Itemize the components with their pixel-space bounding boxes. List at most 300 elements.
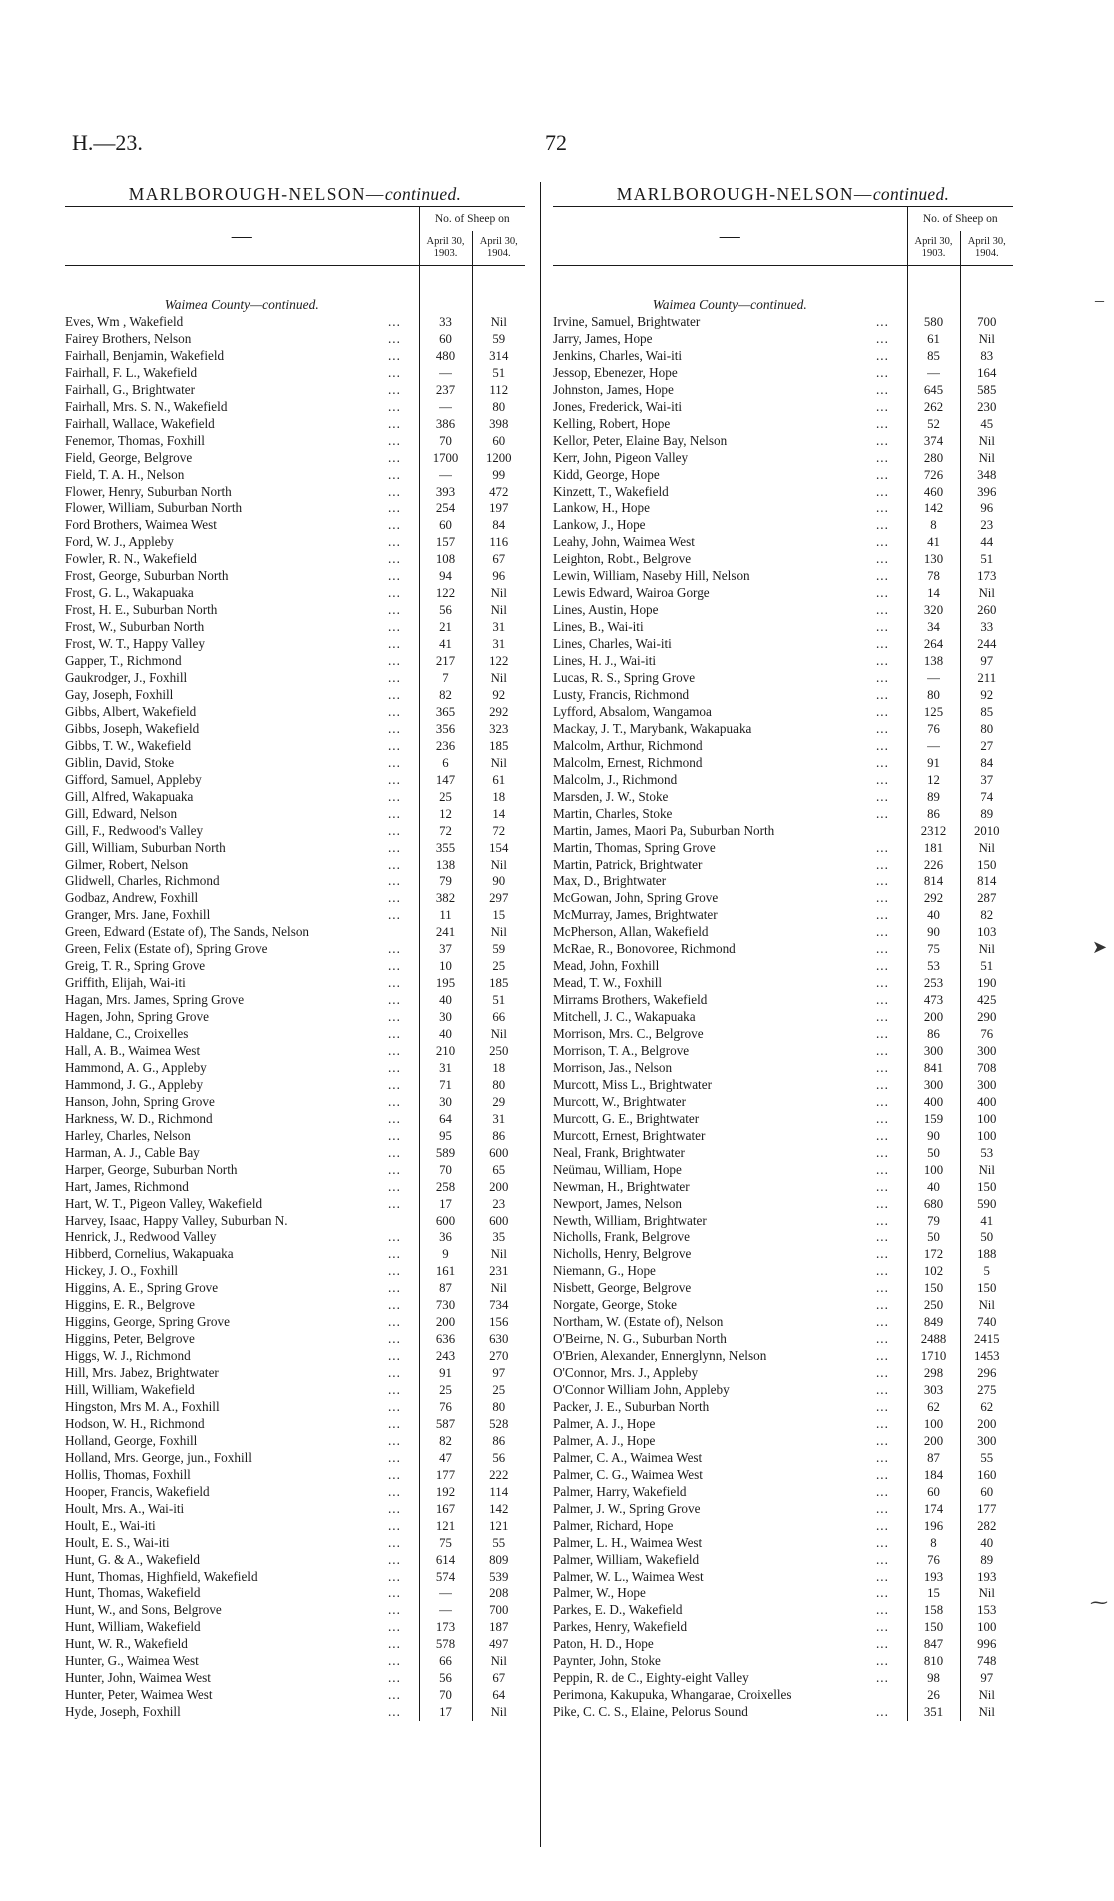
sheep-1903: 56 — [419, 602, 472, 619]
sheep-1904: 31 — [472, 619, 525, 636]
sheep-1904: 67 — [472, 551, 525, 568]
table-row — [553, 1246, 1013, 1263]
sheep-1903: 680 — [907, 1196, 960, 1213]
sheep-1904: 600 — [472, 1213, 525, 1230]
sheep-1904: 14 — [472, 806, 525, 823]
table-row — [553, 1111, 1013, 1128]
table-row — [65, 314, 525, 331]
owner-name: Harman, A. J., Cable Bay ... — [65, 1144, 401, 1160]
table-row — [553, 1365, 1013, 1382]
table-row — [553, 1162, 1013, 1179]
sheep-1904: 188 — [960, 1246, 1013, 1263]
owner-name: Hingston, Mrs M. A., Foxhill ... — [65, 1399, 401, 1414]
owner-name: Green, Felix (Estate of), Spring Grove ... — [65, 941, 401, 957]
sheep-1904: 100 — [960, 1619, 1013, 1636]
name-column-header: — — [553, 207, 907, 266]
owner-name: Perimona, Kakupuka, Whangarae, Croixelles — [553, 1687, 792, 1703]
sheep-1903: 300 — [907, 1077, 960, 1094]
table-row — [553, 789, 1013, 806]
owner-name: Newth, William, Brightwater ... — [553, 1212, 889, 1228]
sheep-1903: 150 — [907, 1619, 960, 1636]
owner-name: Gay, Joseph, Foxhill ... — [65, 686, 401, 702]
sheep-1903: 47 — [419, 1450, 472, 1467]
sheep-1904: 156 — [472, 1314, 525, 1331]
table-row — [65, 1704, 525, 1721]
sheep-1904: 250 — [472, 1043, 525, 1060]
sheep-1903: 76 — [907, 1552, 960, 1569]
table-row — [553, 500, 1013, 517]
sheep-1904: Nil — [960, 1585, 1013, 1602]
table-row — [65, 1636, 525, 1653]
table-row — [65, 1077, 525, 1094]
table-row — [553, 670, 1013, 687]
sheep-1904: 472 — [472, 484, 525, 501]
table-row — [65, 1331, 525, 1348]
owner-name: Lusty, Francis, Richmond ... — [553, 686, 889, 702]
owner-name: Nicholls, Henry, Belgrove ... — [553, 1246, 889, 1262]
owner-name: Hoult, E. S., Wai-iti ... — [65, 1534, 401, 1550]
sheep-1904: 61 — [472, 772, 525, 789]
table-row — [65, 416, 525, 433]
owner-name: Johnston, James, Hope ... — [553, 381, 889, 397]
table-row — [553, 1484, 1013, 1501]
table-row — [553, 1077, 1013, 1094]
owner-name: Gifford, Samuel, Appleby ... — [65, 771, 401, 787]
owner-name: Jones, Frederick, Wai-iti ... — [553, 398, 889, 414]
table-row — [65, 1484, 525, 1501]
section-heading: Waimea County—continued. — [164, 297, 319, 312]
table-row — [65, 1348, 525, 1365]
sheep-1903: 102 — [907, 1263, 960, 1280]
sheep-1904: 190 — [960, 975, 1013, 992]
sheep-1904: 244 — [960, 636, 1013, 653]
sheep-1904: 25 — [472, 958, 525, 975]
owner-name: Frost, H. E., Suburban North ... — [65, 602, 401, 618]
table-row — [553, 738, 1013, 755]
table-row — [65, 941, 525, 958]
owner-name: Niemann, G., Hope ... — [553, 1263, 889, 1279]
owner-name: Parkes, Henry, Wakefield ... — [553, 1619, 889, 1635]
sheep-1904: 67 — [472, 1670, 525, 1687]
owner-name: Lines, Charles, Wai-iti ... — [553, 636, 889, 652]
owner-name: Palmer, C. G., Waimea West ... — [553, 1466, 889, 1482]
sheep-1903: 94 — [419, 568, 472, 585]
owner-name: Kellor, Peter, Elaine Bay, Nelson ... — [553, 432, 889, 448]
table-row — [553, 1704, 1013, 1721]
table-row — [553, 1348, 1013, 1365]
sheep-1904: 425 — [960, 992, 1013, 1009]
sheep-1903: 70 — [419, 1687, 472, 1704]
sheep-1904: 200 — [472, 1179, 525, 1196]
table-row — [553, 1229, 1013, 1246]
sheep-1904: 185 — [472, 738, 525, 755]
sheep-1903: 53 — [907, 958, 960, 975]
sheep-1903: 40 — [419, 1026, 472, 1043]
sheep-1904: 539 — [472, 1569, 525, 1586]
sheep-1904: 31 — [472, 1111, 525, 1128]
table-row — [65, 789, 525, 806]
sheep-1904: 33 — [960, 619, 1013, 636]
sheep-1903: 87 — [419, 1280, 472, 1297]
table-row — [553, 484, 1013, 501]
table-row — [553, 924, 1013, 941]
sheep-1904: 150 — [960, 857, 1013, 874]
sheep-1904: 80 — [472, 399, 525, 416]
owner-name: Hunter, Peter, Waimea West ... — [65, 1687, 401, 1703]
table-row — [553, 1619, 1013, 1636]
sheep-1904: 51 — [472, 992, 525, 1009]
sheep-1903: 193 — [907, 1569, 960, 1586]
sheep-1903: 258 — [419, 1179, 472, 1196]
sheep-1904: 96 — [960, 500, 1013, 517]
sheep-1903: 17 — [419, 1196, 472, 1213]
sheep-1904: Nil — [960, 1687, 1013, 1704]
left-column — [65, 182, 525, 1721]
owner-name: Palmer, J. W., Spring Grove ... — [553, 1500, 889, 1516]
sheep-1904: Nil — [472, 1704, 525, 1721]
owner-name: Hunt, Thomas, Wakefield ... — [65, 1585, 401, 1601]
sheep-1903: 26 — [907, 1687, 960, 1704]
sheep-table — [553, 206, 1013, 1721]
sheep-1904: 44 — [960, 534, 1013, 551]
owner-name: Leighton, Robt., Belgrove ... — [553, 551, 889, 567]
owner-name: Harvey, Isaac, Happy Valley, Suburban N. — [65, 1212, 288, 1228]
table-row — [65, 382, 525, 399]
owner-name: Hunt, G. & A., Wakefield ... — [65, 1551, 401, 1567]
sheep-1904: 400 — [960, 1094, 1013, 1111]
table-row — [65, 1094, 525, 1111]
table-row — [553, 1196, 1013, 1213]
name-column-header: — — [65, 207, 419, 266]
owner-name: McMurray, James, Brightwater ... — [553, 907, 889, 923]
sheep-1903: — — [907, 670, 960, 687]
sheep-1904: Nil — [472, 314, 525, 331]
sheep-1904: 64 — [472, 1687, 525, 1704]
sheep-1903: 2488 — [907, 1331, 960, 1348]
table-row — [65, 1602, 525, 1619]
sheep-count-header: No. of Sheep on — [419, 207, 525, 232]
sheep-1903: 172 — [907, 1246, 960, 1263]
owner-name: Max, D., Brightwater ... — [553, 873, 889, 889]
owner-name: Palmer, A. J., Hope ... — [553, 1415, 889, 1431]
owner-name: Morrison, T. A., Belgrove ... — [553, 1042, 889, 1058]
owner-name: O'Connor William John, Appleby ... — [553, 1382, 889, 1398]
owner-name: Peppin, R. de C., Eighty-eight Valley ... — [553, 1670, 889, 1686]
table-row — [65, 484, 525, 501]
table-row — [65, 365, 525, 382]
owner-name: O'Beirne, N. G., Suburban North ... — [553, 1331, 889, 1347]
sheep-1903: 174 — [907, 1501, 960, 1518]
sheep-1903: 70 — [419, 1162, 472, 1179]
sheep-1903: 34 — [907, 619, 960, 636]
owner-name: Malcolm, J., Richmond ... — [553, 771, 889, 787]
owner-name: Lyfford, Absalom, Wangamoa ... — [553, 703, 889, 719]
table-row — [65, 992, 525, 1009]
owner-name: Jessop, Ebenezer, Hope ... — [553, 364, 889, 380]
owner-name: Newport, James, Nelson ... — [553, 1195, 889, 1211]
sheep-1904: 396 — [960, 484, 1013, 501]
table-row — [65, 1229, 525, 1246]
table-row — [553, 1552, 1013, 1569]
table-row — [65, 1399, 525, 1416]
table-row — [65, 890, 525, 907]
sheep-1904: 60 — [472, 433, 525, 450]
owner-name: Gill, F., Redwood's Valley ... — [65, 822, 401, 838]
sheep-1904: Nil — [960, 331, 1013, 348]
sheep-1904: Nil — [960, 433, 1013, 450]
sheep-1904: Nil — [960, 1704, 1013, 1721]
sheep-1904: 97 — [472, 1365, 525, 1382]
table-row — [553, 1653, 1013, 1670]
sheep-1903: 36 — [419, 1229, 472, 1246]
table-row — [553, 772, 1013, 789]
owner-name: Northam, W. (Estate of), Nelson ... — [553, 1314, 889, 1330]
sheep-1903: 159 — [907, 1111, 960, 1128]
sheep-1904: 92 — [472, 687, 525, 704]
owner-name: Palmer, William, Wakefield ... — [553, 1551, 889, 1567]
sheep-1904: 300 — [960, 1433, 1013, 1450]
owner-name: Neümau, William, Hope ... — [553, 1161, 889, 1177]
owner-name: Granger, Mrs. Jane, Foxhill ... — [65, 907, 401, 923]
sheep-1904: Nil — [472, 1280, 525, 1297]
sheep-1904: 72 — [472, 823, 525, 840]
sheep-1904: 270 — [472, 1348, 525, 1365]
sheep-1903: 200 — [419, 1314, 472, 1331]
owner-name: Murcott, Miss L., Brightwater ... — [553, 1076, 889, 1092]
table-row — [65, 1213, 525, 1230]
table-row — [65, 450, 525, 467]
owner-name: Lines, H. J., Wai-iti ... — [553, 653, 889, 669]
owner-name: Harper, George, Suburban North ... — [65, 1161, 401, 1177]
table-row — [553, 1128, 1013, 1145]
table-row — [553, 450, 1013, 467]
table-row — [65, 1009, 525, 1026]
sheep-1904: Nil — [472, 1653, 525, 1670]
sheep-1903: 12 — [907, 772, 960, 789]
table-row — [553, 1602, 1013, 1619]
sheep-1904: 292 — [472, 704, 525, 721]
table-row — [65, 568, 525, 585]
table-row — [553, 1145, 1013, 1162]
sheep-1904: 290 — [960, 1009, 1013, 1026]
sheep-1904: 76 — [960, 1026, 1013, 1043]
owner-name: Hoult, Mrs. A., Wai-iti ... — [65, 1500, 401, 1516]
sheep-1903: 108 — [419, 551, 472, 568]
sheep-1903: 460 — [907, 484, 960, 501]
sheep-1903: 636 — [419, 1331, 472, 1348]
sheep-1904: 200 — [960, 1416, 1013, 1433]
table-row — [65, 1552, 525, 1569]
sheep-1903: 80 — [907, 687, 960, 704]
table-row — [65, 1026, 525, 1043]
sheep-1904: 89 — [960, 1552, 1013, 1569]
owner-name: Frost, George, Suburban North ... — [65, 568, 401, 584]
owner-name: Nicholls, Frank, Belgrove ... — [553, 1229, 889, 1245]
table-row — [553, 1043, 1013, 1060]
sheep-1904: Nil — [960, 941, 1013, 958]
sheep-1903: 587 — [419, 1416, 472, 1433]
sheep-1903: 30 — [419, 1094, 472, 1111]
sheep-1904: 83 — [960, 348, 1013, 365]
table-row — [65, 433, 525, 450]
sheep-1904: 187 — [472, 1619, 525, 1636]
table-row — [553, 382, 1013, 399]
table-row — [553, 1433, 1013, 1450]
sheep-1903: 86 — [907, 1026, 960, 1043]
sheep-1903: 292 — [907, 890, 960, 907]
sheep-1903: 355 — [419, 840, 472, 857]
sheep-1904: 51 — [960, 551, 1013, 568]
sheep-1904: 27 — [960, 738, 1013, 755]
sheep-1903: 589 — [419, 1145, 472, 1162]
sheep-1903: 226 — [907, 857, 960, 874]
table-row — [65, 1433, 525, 1450]
owner-name: O'Connor, Mrs. J., Appleby ... — [553, 1365, 889, 1381]
sheep-1904: 282 — [960, 1518, 1013, 1535]
sheep-1903: 12 — [419, 806, 472, 823]
table-row — [553, 873, 1013, 890]
table-row — [65, 1196, 525, 1213]
sheep-1903: 351 — [907, 1704, 960, 1721]
sheep-1904: 154 — [472, 840, 525, 857]
sheep-1903: 95 — [419, 1128, 472, 1145]
table-row — [553, 1518, 1013, 1535]
sheep-1904: 708 — [960, 1060, 1013, 1077]
sheep-1903: 21 — [419, 619, 472, 636]
owner-name: Fairey Brothers, Nelson ... — [65, 330, 401, 346]
owner-name: Mead, T. W., Foxhill ... — [553, 975, 889, 991]
sheep-1904: 528 — [472, 1416, 525, 1433]
sheep-1904: 97 — [960, 653, 1013, 670]
sheep-1903: 200 — [907, 1009, 960, 1026]
owner-name: Hammond, A. G., Appleby ... — [65, 1059, 401, 1075]
owner-name: Flower, Henry, Suburban North ... — [65, 483, 401, 499]
sheep-1904: 59 — [472, 941, 525, 958]
sheep-1904: 231 — [472, 1263, 525, 1280]
owner-name: Frost, W., Suburban North ... — [65, 619, 401, 635]
sheep-1904: 122 — [472, 653, 525, 670]
table-row — [65, 1043, 525, 1060]
sheep-1904: 112 — [472, 382, 525, 399]
sheep-1904: Nil — [472, 1246, 525, 1263]
owner-name: McPherson, Allan, Wakefield ... — [553, 924, 889, 940]
sheep-1903: 298 — [907, 1365, 960, 1382]
sheep-1904: 230 — [960, 399, 1013, 416]
owner-name: Hibberd, Cornelius, Wakapuaka ... — [65, 1246, 401, 1262]
table-row — [553, 907, 1013, 924]
sheep-1903: 473 — [907, 992, 960, 1009]
sheep-1903: 158 — [907, 1602, 960, 1619]
table-row — [553, 1026, 1013, 1043]
table-row — [553, 399, 1013, 416]
table-row — [553, 704, 1013, 721]
owner-name: Hunt, W. R., Wakefield ... — [65, 1636, 401, 1652]
sheep-1903: 76 — [907, 721, 960, 738]
sheep-1904: 296 — [960, 1365, 1013, 1382]
sheep-1903: 91 — [907, 755, 960, 772]
table-row — [553, 636, 1013, 653]
owner-name: Gibbs, Joseph, Wakefield ... — [65, 720, 401, 736]
sheep-1903: 243 — [419, 1348, 472, 1365]
sheep-1904: 748 — [960, 1653, 1013, 1670]
table-row — [65, 958, 525, 975]
sheep-1904: 15 — [472, 907, 525, 924]
sheep-1903: 70 — [419, 433, 472, 450]
sheep-1904: 153 — [960, 1602, 1013, 1619]
owner-name: Fairhall, G., Brightwater ... — [65, 381, 401, 397]
sheep-1903: 320 — [907, 602, 960, 619]
sheep-1904: 177 — [960, 1501, 1013, 1518]
owner-name: Martin, Patrick, Brightwater ... — [553, 856, 889, 872]
owner-name: Field, George, Belgrove ... — [65, 449, 401, 465]
table-row — [65, 619, 525, 636]
sheep-1904: 37 — [960, 772, 1013, 789]
sheep-1904: 53 — [960, 1145, 1013, 1162]
table-row — [553, 823, 1013, 840]
sheep-1903: 41 — [419, 636, 472, 653]
table-row — [65, 907, 525, 924]
owner-name: Newman, H., Brightwater ... — [553, 1178, 889, 1194]
sheep-1903: 50 — [907, 1229, 960, 1246]
owner-name: Gill, Edward, Nelson ... — [65, 805, 401, 821]
sheep-1903: 71 — [419, 1077, 472, 1094]
table-row — [65, 1619, 525, 1636]
table-row — [553, 1670, 1013, 1687]
owner-name: Gill, Alfred, Wakapuaka ... — [65, 788, 401, 804]
table-row — [65, 1501, 525, 1518]
owner-name: Pike, C. C. S., Elaine, Pelorus Sound ... — [553, 1704, 889, 1720]
sheep-1903: 85 — [907, 348, 960, 365]
section-heading: Waimea County—continued. — [652, 297, 807, 312]
sheep-1903: 30 — [419, 1009, 472, 1026]
sheep-1904: 114 — [472, 1484, 525, 1501]
sheep-1904: Nil — [960, 840, 1013, 857]
owner-name: Hooper, Francis, Wakefield ... — [65, 1483, 401, 1499]
sheep-1904: 89 — [960, 806, 1013, 823]
owner-name: Haldane, C., Croixelles ... — [65, 1026, 401, 1042]
sheep-1903: 40 — [907, 1179, 960, 1196]
sheep-1904: 100 — [960, 1111, 1013, 1128]
sheep-1903: 17 — [419, 1704, 472, 1721]
sheep-1904: 1453 — [960, 1348, 1013, 1365]
sheep-1904: 96 — [472, 568, 525, 585]
owner-name: Fairhall, Benjamin, Wakefield ... — [65, 347, 401, 363]
owner-name: Mirrams Brothers, Wakefield ... — [553, 992, 889, 1008]
table-row — [65, 1179, 525, 1196]
owner-name: Norgate, George, Stoke ... — [553, 1297, 889, 1313]
sheep-1904: Nil — [472, 755, 525, 772]
sheep-1904: Nil — [472, 670, 525, 687]
sheep-1903: 6 — [419, 755, 472, 772]
owner-name: Fairhall, Wallace, Wakefield ... — [65, 415, 401, 431]
table-row — [65, 857, 525, 874]
sheep-1903: 480 — [419, 348, 472, 365]
owner-name: Gibbs, Albert, Wakefield ... — [65, 703, 401, 719]
table-row — [553, 1314, 1013, 1331]
sheep-1903: 574 — [419, 1569, 472, 1586]
owner-name: Hunt, Thomas, Highfield, Wakefield ... — [65, 1568, 401, 1584]
sheep-1903: 79 — [907, 1213, 960, 1230]
sheep-1903: 10 — [419, 958, 472, 975]
sheep-1904: 23 — [960, 517, 1013, 534]
sheep-1904: 121 — [472, 1518, 525, 1535]
sheep-1904: 82 — [960, 907, 1013, 924]
owner-name: Higgs, W. J., Richmond ... — [65, 1348, 401, 1364]
sheep-1904: 585 — [960, 382, 1013, 399]
sheep-1903: 100 — [907, 1162, 960, 1179]
sheep-1903: 50 — [907, 1145, 960, 1162]
table-row — [553, 1179, 1013, 1196]
